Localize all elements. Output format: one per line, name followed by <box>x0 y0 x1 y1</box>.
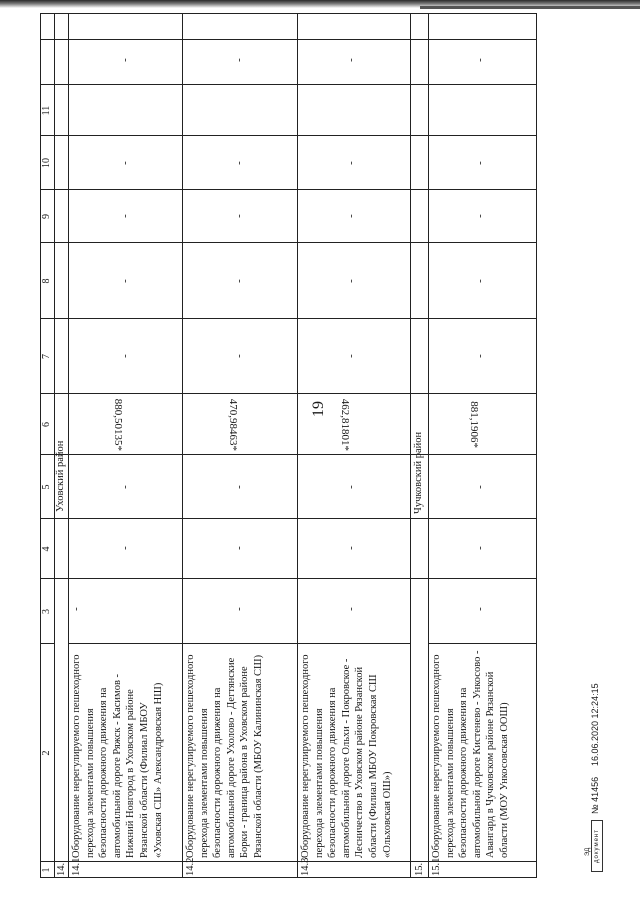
column-header-2: 2 <box>41 750 52 756</box>
scan-edge-mark <box>420 6 640 9</box>
cell-col3: - <box>474 607 486 611</box>
cell-col7: - <box>233 354 245 358</box>
cell-col7: - <box>119 354 131 358</box>
column-header-7: 7 <box>41 354 52 359</box>
row-description: Оборудование нерегулируемого пешеходного перехода элементами повышения безопасности дорожного движения на автомобильной дороге Кистенево - Ункосово - Авангард в Чучковском районе Рязанской области (МОУ Ункосовская ООШ) <box>431 650 510 858</box>
cell-col9: - <box>345 214 357 218</box>
cell-col11: - <box>345 58 357 62</box>
section-number: 14. <box>56 862 67 876</box>
cell-col11: - <box>233 58 245 62</box>
cell-col6: 881,1906* <box>468 401 480 448</box>
cell-col5: - <box>233 485 245 489</box>
section-title: Уховский район <box>55 440 66 512</box>
cell-col8: - <box>345 279 357 283</box>
row-description: Оборудование нерегулируемого пешеходного перехода элементами повышения безопасности дорожного движения на автомобильной дороге Ряжск - Касимов - Нижний Новгород в Уховском районе Рязанской области (Филиал МБОУ «Уховская СШ» Александровская НШ) <box>71 654 164 858</box>
cell-col4: - <box>233 546 245 550</box>
cell-col11: - <box>474 58 486 62</box>
column-header-10: 10 <box>41 158 52 168</box>
row-number: 14.3 <box>300 857 311 876</box>
cell-col7: - <box>345 354 357 358</box>
row-description: Оборудование нерегулируемого пешеходного перехода элементами повышения безопасности дорожного движения на автомобильной дороге Ухолово - Дегтянские Борки - граница района в Уховском районе Рязанской области (МБОУ Калининская СШ) <box>185 654 264 858</box>
row-number: 15.1 <box>431 857 442 876</box>
cell-col10: - <box>119 161 131 165</box>
row-number: 14.1 <box>71 857 82 876</box>
cell-col9: - <box>233 214 245 218</box>
cell-col8: - <box>474 279 486 283</box>
cell-col9: - <box>119 214 131 218</box>
row-number: 14.2 <box>185 857 196 876</box>
document-code: № 41456 <box>590 776 600 814</box>
column-header-9: 9 <box>41 214 52 219</box>
cell-col4: - <box>474 546 486 550</box>
cell-col3: - <box>233 607 245 611</box>
document-stamp: документ <box>591 820 603 872</box>
cell-col11: - <box>119 58 131 62</box>
document-footer <box>585 13 607 878</box>
column-header-8: 8 <box>41 278 52 284</box>
section-number: 15. <box>414 862 425 876</box>
cell-col10: - <box>345 161 357 165</box>
column-header-4: 4 <box>41 546 52 552</box>
column-header-5: 5 <box>41 484 52 490</box>
stamp-tag: ЭД <box>585 847 591 856</box>
column-header-1: 1 <box>41 867 52 873</box>
cell-col5: - <box>345 485 357 489</box>
section-title: Чучковский район <box>413 431 424 514</box>
page-number: 19 <box>310 401 327 417</box>
cell-col6: 462,81801* <box>339 398 351 451</box>
cell-col5: - <box>119 485 131 489</box>
cell-col5: - <box>474 485 486 489</box>
column-header-3: 3 <box>41 609 52 614</box>
cell-col7: - <box>474 354 486 358</box>
row-description: Оборудование нерегулируемого пешеходного перехода элементами повышения безопасности дорожного движения на автомобильной дороге Ольхи - Покровское - Лесничество в Уховском районе Рязанской области (Филиал МБОУ Покровская СШ «Ольховская ОШ») <box>300 654 393 858</box>
cell-col4: - <box>119 546 131 550</box>
document-timestamp: 16.06.2020 12:24:15 <box>590 683 600 766</box>
cell-col10: - <box>474 161 486 165</box>
cell-col3: - <box>345 607 357 611</box>
cell-col6: 880,50135* <box>112 398 124 451</box>
cell-col10: - <box>233 161 245 165</box>
cell-col8: - <box>119 279 131 283</box>
cell-col6: 470,98463* <box>227 398 239 451</box>
table-sheet <box>40 13 600 878</box>
cell-col8: - <box>233 279 245 283</box>
column-header-6: 6 <box>41 422 52 427</box>
cell-col3: - <box>70 607 82 611</box>
cell-col4: - <box>345 546 357 550</box>
cell-col9: - <box>474 214 486 218</box>
column-header-11: 11 <box>41 105 52 116</box>
